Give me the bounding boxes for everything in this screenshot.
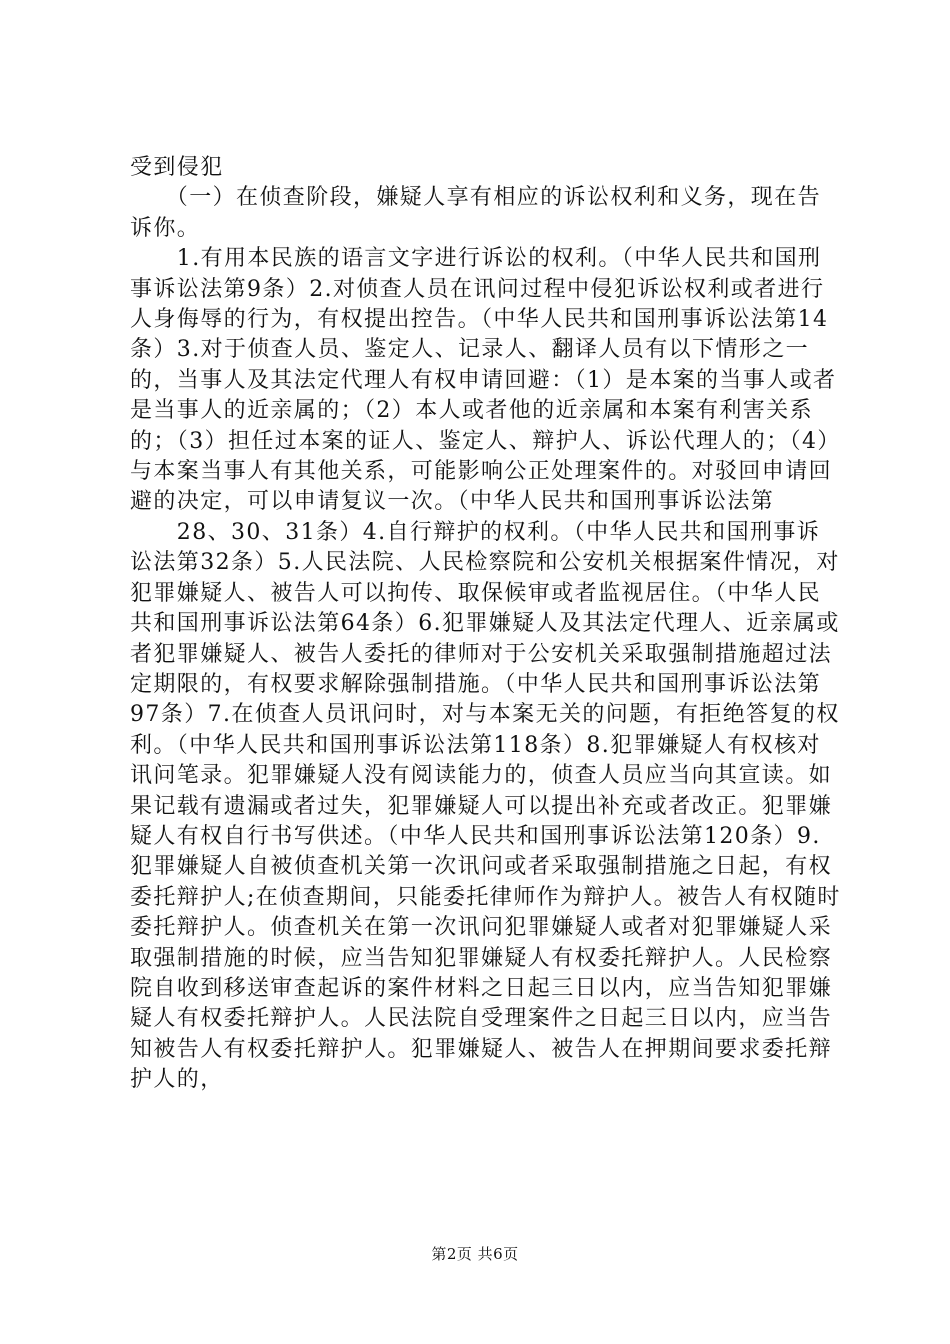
paragraph-rights-4-9: 28、30、31条）4.自行辩护的权利。（中华人民共和国刑事诉讼法第32条）5.人民法院、人民检察院和公安机关根据案件情况，对犯罪嫌疑人、被告人可以拘传、取保候审或者监视居住。（中华人民共和国刑事诉讼法第64条）6.犯罪嫌疑人及其法定代理人、近亲属或者犯罪嫌疑人、被告人委托的律师对于公安机关采取强制措施超过法定期限的，有权要求解除强制措施。（中华人民共和国刑事诉讼法第97条）7.在侦查人员讯问时，对与本案无关的问题，有拒绝答复的权利。（中华人民共和国刑事诉讼法第118条）8.犯罪嫌疑人有权核对讯问笔录。犯罪嫌疑人没有阅读能力的，侦查人员应当向其宣读。如果记载有遗漏或者过失，犯罪嫌疑人可以提出补充或者改正。犯罪嫌疑人有权自行书写供述。（中华人民共和国刑事诉讼法第120条）9.犯罪嫌疑人自被侦查机关第一次讯问或者采取强制措施之日起，有权委托辩护人;在侦查期间，只能委托律师作为辩护人。被告人有权随时委托辩护人。侦查机关在第一次讯问犯罪嫌疑人或者对犯罪嫌疑人采取强制措施的时候，应当告知犯罪嫌疑人有权委托辩护人。人民检察院自收到移送审查起诉的案件材料之日起三日以内，应当告知犯罪嫌疑人有权委托辩护人。人民法院自受理案件之日起三日以内，应当告知被告人有权委托辩护人。犯罪嫌疑人、被告人在押期间要求委托辩护人的， (130, 519, 841, 1093)
paragraph-heading-fragment: 受到侵犯 (130, 155, 224, 180)
paragraph-rights-1-3: 1.有用本民族的语言文字进行诉讼的权利。（中华人民共和国刑事诉讼法第9条）2.对侦查人员在讯问过程中侵犯诉讼权利或者进行人身侮辱的行为，有权提出控告。（中华人民共和国刑事诉讼法第14条）3.对于侦查人员、鉴定人、记录人、翻译人员有以下情形之一的，当事人及其法定代理人有权申请回避：（1）是本案的当事人或者是当事人的近亲属的；（2）本人或者他的近亲属和本案有利害关系的；（3）担任过本案的证人、鉴定人、辩护人、诉讼代理人的；（4）与本案当事人有其他关系，可能影响公正处理案件的。对驳回申请回避的决定，可以申请复议一次。（中华人民共和国刑事诉讼法第 (130, 246, 841, 515)
paragraph-section-one: （一）在侦查阶段，嫌疑人享有相应的诉讼权利和义务，现在告诉你。 (130, 185, 822, 241)
page-number-footer: 第2页 共6页 (431, 1245, 519, 1263)
document-body (130, 153, 842, 1096)
